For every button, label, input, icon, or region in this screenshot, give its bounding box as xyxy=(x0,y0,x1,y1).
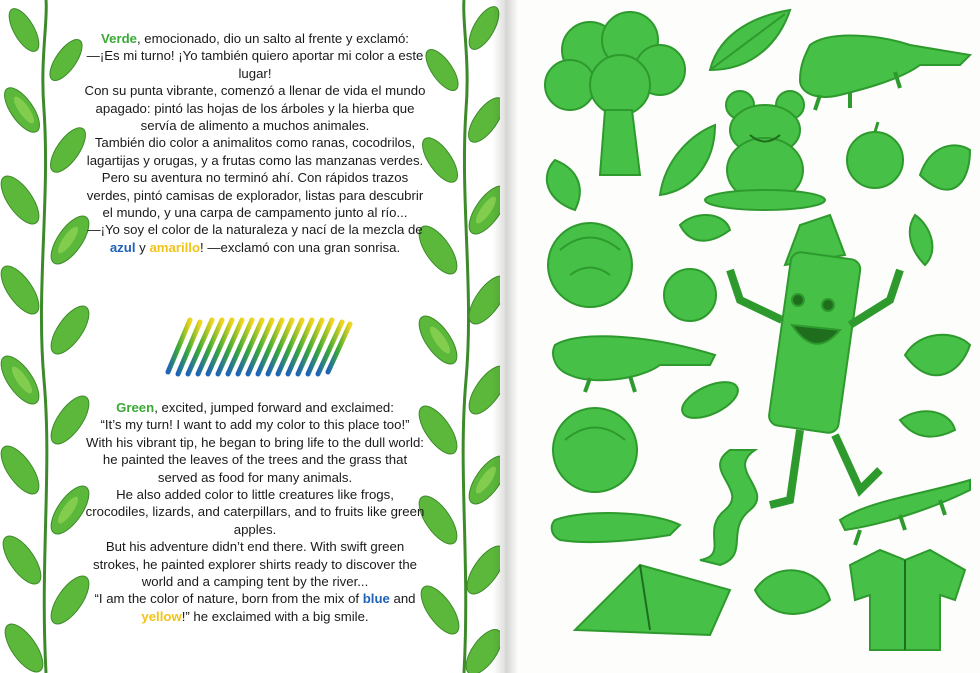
character-name-green: Green xyxy=(116,400,155,415)
spanish-paragraph: —¡Es mi turno! ¡Yo también quiero aportar mi color a este lugar! xyxy=(86,48,424,81)
green-crayon-character-illustration xyxy=(730,215,900,505)
leaf-illustration xyxy=(920,145,970,189)
leaf-illustration xyxy=(910,215,933,265)
lettuce-illustration xyxy=(548,223,632,307)
river-illustration xyxy=(700,450,757,565)
apple-illustration xyxy=(847,122,903,188)
right-page-illustrations xyxy=(500,0,980,673)
book-gutter-shadow xyxy=(492,0,518,673)
explorer-shirt-illustration xyxy=(850,550,965,650)
left-leaf-vine xyxy=(0,0,90,673)
cabbage-illustration xyxy=(553,408,637,492)
word-amarillo: amarillo xyxy=(149,239,201,255)
blue-yellow-green-crayon-swatch xyxy=(160,312,360,382)
word-yellow: yellow xyxy=(141,608,182,624)
spanish-story-text: Verde, emocionado, dio un salto al frente y exclamó: —¡Es mi turno! ¡Yo también quiero aportar mi color a este lugar! Con su punta vibrante, comenzó a llenar de vida el mundo apagado: pintó las hojas de los árboles y la hierba que servía de alimento a muchos animales. También dio color a animalitos como ranas, cocodrilos, lagartijas y orugas, y a frutas como las manzanas verdes. Pero su aventura no terminó ahí. Con rápidos trazos verdes, pintó camisas de explorador, listas para descubrir el mundo, y una carpa de campamento junto al río... —¡Yo soy el color de la naturaleza y nací de la mezcla de azul y amarillo! —exclamó con una gran sonrisa. xyxy=(84,31,426,255)
leaf-illustration xyxy=(660,125,715,195)
english-story-text: Green, excited, jumped forward and exclaimed: “It’s my turn! I want to add my color to this place too!” With his vibrant tip, he began to bring life to the dull world: he painted the leaves of the trees and the grass that served as food for many animals. He also added color to little creatures like frogs, crocodiles, lizards, and caterpillars, and to fruits like green apples. But his adventure didn’t end there. With swift green strokes, he painted explorer shirts ready to discover the world and a camping tent by the river... “I am the color of nature, born from the mix of blue and yellow!” he exclaimed with a big smile. xyxy=(85,400,425,624)
apple-illustration xyxy=(664,269,716,321)
spanish-paragraph: También dio color a animalitos como ranas, cocodrilos, lagartijas y orugas, y a frutas como las manzanas verdes. xyxy=(86,135,424,168)
leaf-illustration xyxy=(710,10,790,70)
english-paragraph: With his vibrant tip, he began to bring life to the dull world: he painted the leaves of the trees and the grass that served as food for many animals. xyxy=(86,434,424,485)
leaf-illustration xyxy=(547,160,580,210)
english-paragraph: He also added color to little creatures like frogs, crocodiles, lizards, and caterpillars, and to fruits like green apples. xyxy=(85,487,425,537)
spanish-paragraph: Pero su aventura no terminó ahí. Con rápidos trazos verdes, pintó camisas de explorador, listas para descubrir el mundo, y una carpa de campamento junto al río... xyxy=(86,170,424,221)
word-blue: blue xyxy=(362,591,390,607)
leaf-illustration xyxy=(905,335,970,375)
caterpillar-illustration xyxy=(677,375,743,426)
english-paragraph: “It’s my turn! I want to add my color to this place too!” xyxy=(100,417,410,433)
broccoli-tree-illustration xyxy=(545,12,685,175)
salamander-illustration xyxy=(552,513,680,542)
leaf-illustration xyxy=(755,570,830,614)
spanish-paragraph: Con su punta vibrante, comenzó a llenar de vida el mundo apagado: pintó las hojas de los árboles y la hierba que servía de alimento a muchos animales. xyxy=(84,83,426,134)
word-azul: azul xyxy=(109,239,136,255)
english-closing-line: “I am the color of nature, born from the mix of blue and yellow!” he exclaimed with a big smile. xyxy=(94,591,416,624)
leaf-illustration xyxy=(680,215,730,241)
leaf-illustration xyxy=(900,411,955,436)
tent-illustration xyxy=(575,565,730,635)
crocodile-illustration xyxy=(553,336,715,392)
english-paragraph: But his adventure didn’t end there. With swift green strokes, he painted explorer shirts ready to discover the world and a camping tent by the river... xyxy=(93,539,417,590)
crocodile-illustration xyxy=(800,36,970,110)
green-illustrations xyxy=(500,0,980,673)
spanish-closing-line: —¡Yo soy el color de la naturaleza y nací de la mezcla de azul y amarillo! —exclamó con una gran sonrisa. xyxy=(87,222,423,255)
frog-illustration xyxy=(705,91,825,210)
character-name-verde: Verde xyxy=(101,31,137,46)
